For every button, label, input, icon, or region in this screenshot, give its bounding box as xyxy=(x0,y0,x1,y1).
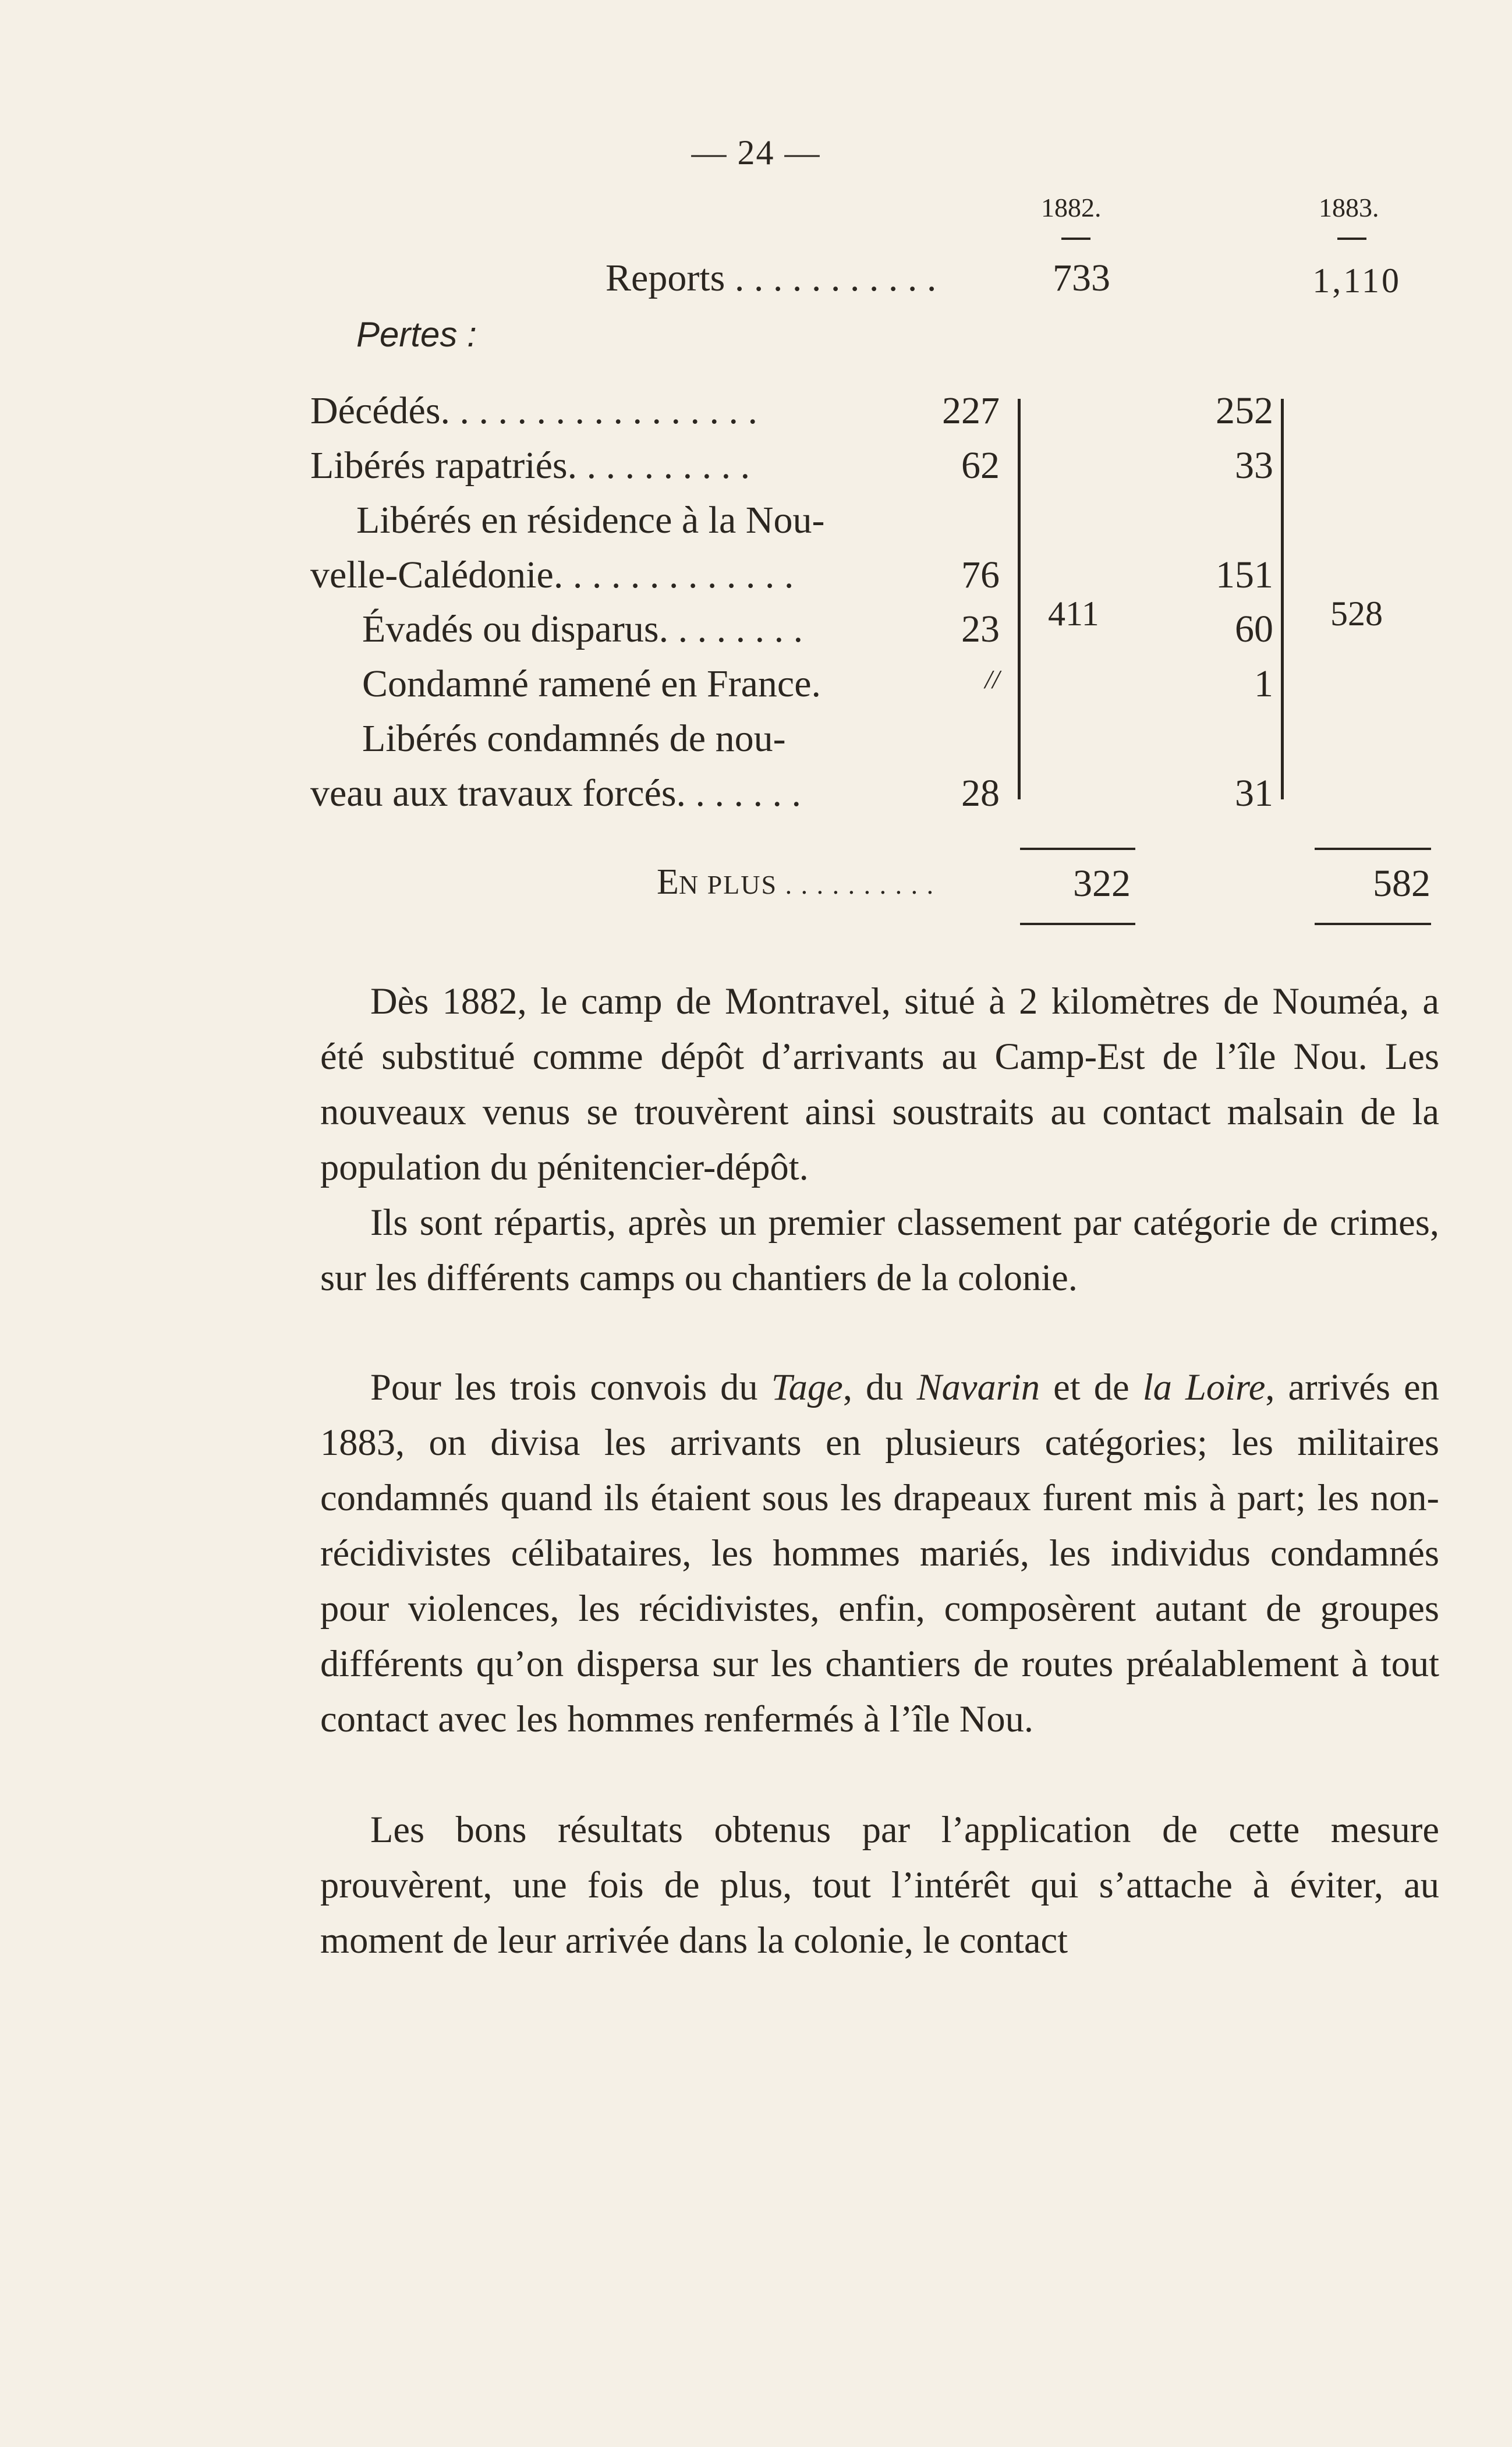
paragraph-resultats: Les bons résultats obtenus par l’application de cette mesure prouvèrent, une fois de plus, tout l’intérêt qui s’attache à éviter, au moment de leur arrivée dans la colonie, le contact xyxy=(320,1809,1439,1961)
paragraph-montravel: Dès 1882, le camp de Montravel, situé à 2 kilomètres de Nouméa, a été substitué comme dépôt d’arrivants au Camp-Est de l’île Nou. Les nouveaux venus se trouvèrent ainsi soustraits au contact malsain de la population du pénitencier-dépôt. xyxy=(320,980,1439,1188)
page-number: — 24 — xyxy=(691,133,821,172)
year-1882-rule xyxy=(1061,238,1090,240)
loss-label-evades: Évadés ou disparus. . . . . . . . xyxy=(362,608,803,650)
result-rule-1883 xyxy=(1315,923,1431,925)
loss-1883-rapatries: 33 xyxy=(1235,444,1273,487)
loss-label-residence-2: velle-Calédonie. . . . . . . . . . . . . xyxy=(310,554,794,596)
paragraph-repartis: Ils sont répartis, après un premier classement par catégorie de crimes, sur les différents camps ou chantiers de la colonie. xyxy=(320,1202,1439,1298)
loss-1883-residence: 151 xyxy=(1216,554,1273,596)
sum-rule-1882 xyxy=(1020,848,1135,850)
loss-1883-deces: 252 xyxy=(1216,389,1273,432)
loss-1882-travaux: 28 xyxy=(961,772,1000,815)
loss-label-ramene: Condamné ramené en France. xyxy=(362,663,821,705)
result-rule-1882 xyxy=(1020,923,1135,925)
en-plus-1883-value: 582 xyxy=(1373,862,1430,905)
losses-total-1882: 411 xyxy=(1048,594,1099,633)
loss-label-residence-1: Libérés en résidence à la Nou- xyxy=(356,499,825,541)
loss-1882-ramene: // xyxy=(985,664,1000,694)
paragraph-convois: Pour les trois convois du Tage, du Navarin et de la Loire, arrivés en 1883, on divisa les arrivants en plusieurs catégories; les militaires condamnés quand ils étaient sous les drapeaux furent mis à part; les non-récidivistes célibataires, les hommes mariés, les individus condamnés pour violences, les récidivistes, enfin, composèrent autant de groupes différents qu’on dispersa sur les chantiers de routes préalablement à tout contact avec les hommes renfermés à l’île Nou. xyxy=(320,1366,1439,1740)
en-plus-1882-value: 322 xyxy=(1073,862,1131,905)
loss-1883-evades: 60 xyxy=(1235,608,1273,650)
losses-total-1883: 528 xyxy=(1330,594,1383,633)
ship-name-loire: la Loire xyxy=(1142,1366,1266,1408)
en-plus-label xyxy=(657,862,934,903)
reports-label: Reports . . . . . . . . . . . xyxy=(605,257,937,299)
loss-label-travaux-2: veau aux travaux forcés. . . . . . . xyxy=(310,772,802,815)
reports-1882-value: 733 xyxy=(1053,257,1110,299)
loss-label-travaux-1: Libérés condamnés de nou- xyxy=(362,717,786,760)
year-1883-rule xyxy=(1337,238,1366,240)
loss-label-rapatries: Libérés rapatriés. . . . . . . . . . xyxy=(310,444,750,487)
loss-1883-ramene: 1 xyxy=(1254,663,1273,705)
loss-label-deces: Décédés. . . . . . . . . . . . . . . . . xyxy=(310,389,758,432)
reports-1883-value: 1,110 xyxy=(1312,261,1401,300)
loss-1882-evades: 23 xyxy=(961,608,1000,650)
sum-rule-1883 xyxy=(1315,848,1431,850)
year-1883-header: 1883. xyxy=(1319,193,1379,222)
en-plus-rest: N PLUS . . . . . . . . . . xyxy=(678,870,935,900)
en-plus-initial: E xyxy=(657,862,679,902)
pertes-label: Pertes : xyxy=(356,315,477,354)
loss-1882-rapatries: 62 xyxy=(961,444,1000,487)
loss-1883-travaux: 31 xyxy=(1235,772,1273,815)
brace-1882 xyxy=(1018,399,1021,799)
year-1882-header: 1882. xyxy=(1041,193,1102,222)
loss-1882-deces: 227 xyxy=(942,389,1000,432)
brace-1883 xyxy=(1281,399,1284,799)
ship-name-navarin: Navarin xyxy=(916,1366,1040,1408)
ship-name-tage: Tage xyxy=(771,1366,843,1408)
loss-1882-residence: 76 xyxy=(961,554,1000,596)
